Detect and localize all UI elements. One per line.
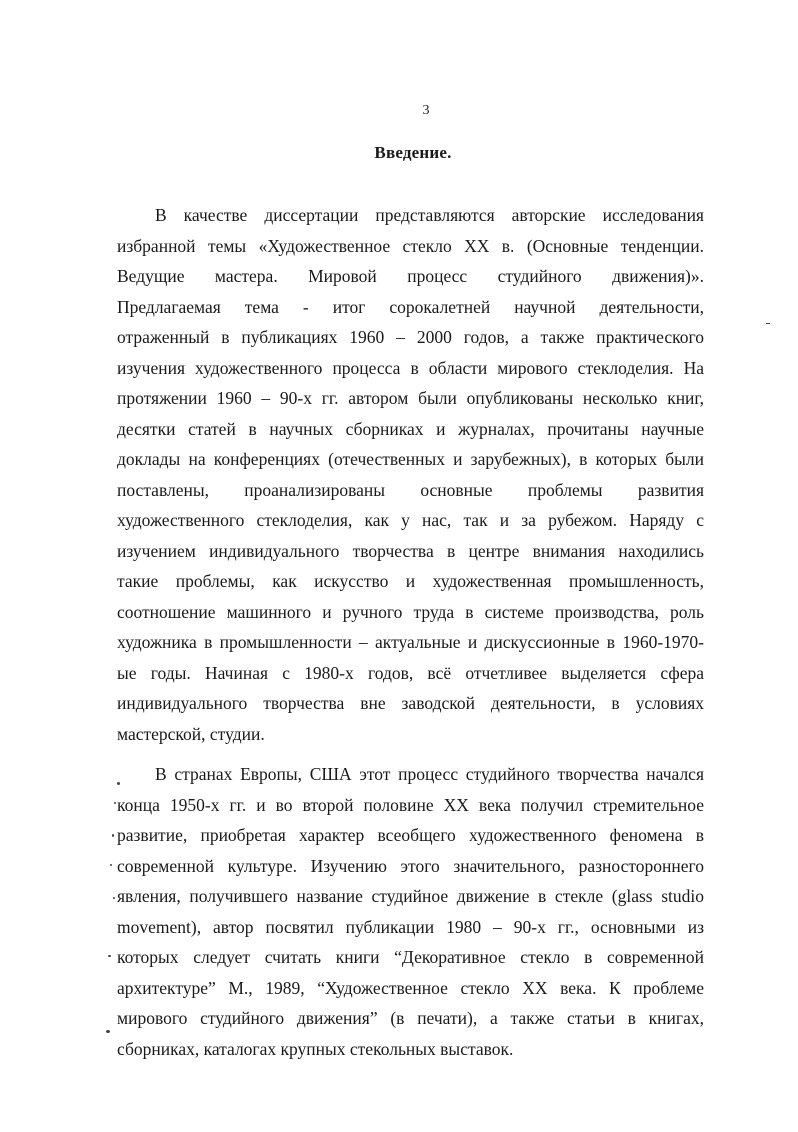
text-line: избранной темы «Художественное стекло XX в. (Основные тенденции. bbox=[117, 235, 704, 256]
text-line: развитие, приобретая характер всеобщего художественного феномена в bbox=[117, 825, 704, 845]
text-line: десятки статей в научных сборниках и журналах, прочитаны научные bbox=[117, 418, 704, 439]
text-line: мастерской, студии. bbox=[117, 723, 265, 744]
scan-speck bbox=[117, 782, 120, 785]
scan-speck bbox=[114, 802, 116, 804]
text-line: современной культуре. Изучению этого значительного, разностороннего bbox=[117, 855, 704, 876]
text-line: изучения художественного процесса в области мирового стеклоделия. На bbox=[117, 357, 704, 378]
text-line: художника в промышленности – актуальные и дискуссионные в 1960-1970- bbox=[117, 632, 704, 652]
text-line: соотношение машинного и ручного труда в системе производства, роль bbox=[117, 601, 704, 622]
text-line: такие проблемы, как искусство и художественная промышленность, bbox=[117, 571, 704, 591]
scan-speck bbox=[113, 897, 115, 899]
text-line: поставлены, проанализированы основные проблемы развития bbox=[117, 479, 704, 500]
section-heading: Введение. bbox=[374, 143, 452, 162]
text-line: В качестве диссертации представляются авторские исследования bbox=[155, 205, 704, 225]
text-line: явления, получившего название студийное движение в стекле (glass studio bbox=[117, 886, 704, 906]
text-line: movement), автор посвятил публикации 1980 – 90-х гг., основными из bbox=[117, 916, 704, 937]
text-line: архитектуре” М., 1989, “Художественное стекло XX века. К проблеме bbox=[117, 977, 704, 998]
scan-speck bbox=[112, 834, 114, 837]
paragraph-1 bbox=[117, 200, 704, 749]
text-line: сборниках, каталогах крупных стекольных выставок. bbox=[117, 1038, 514, 1059]
text-line: протяжении 1960 – 90-х гг. автором были опубликованы несколько книг, bbox=[117, 388, 704, 408]
text-line: которых следует считать книги “Декоративное стекло в современной bbox=[117, 947, 704, 967]
text-line: изучением индивидуального творчества в центре внимания находились bbox=[117, 540, 704, 561]
scan-speck bbox=[108, 955, 111, 957]
text-line: индивидуального творчества вне заводской деятельности, в условиях bbox=[117, 693, 704, 713]
text-line: отраженный в публикациях 1960 – 2000 годов, а также практического bbox=[117, 327, 704, 347]
text-line: мирового студийного движения” (в печати), а также статьи в книгах, bbox=[117, 1008, 704, 1028]
page-number: 3 bbox=[422, 103, 430, 118]
text-line: ые годы. Начиная с 1980-х годов, всё отчетливее выделяется сфера bbox=[117, 662, 704, 683]
text-line: В странах Европы, США этот процесс студийного творчества начался bbox=[155, 764, 704, 784]
scan-speck bbox=[766, 323, 770, 324]
scan-speck bbox=[106, 1030, 110, 1033]
text-line: доклады на конференциях (отечественных и зарубежных), в которых были bbox=[117, 449, 704, 469]
text-line: художественного стеклоделия, как у нас, так и за рубежом. Наряду с bbox=[117, 510, 704, 530]
scan-speck bbox=[110, 864, 112, 866]
paragraph-2 bbox=[117, 759, 704, 1064]
text-line: конца 1950-х гг. и во второй половине XX века получил стремительное bbox=[117, 794, 704, 815]
text-line: Предлагаемая тема - итог сорокалетней научной деятельности, bbox=[117, 296, 704, 317]
text-line: Ведущие мастера. Мировой процесс студийного движения)». bbox=[117, 266, 704, 286]
